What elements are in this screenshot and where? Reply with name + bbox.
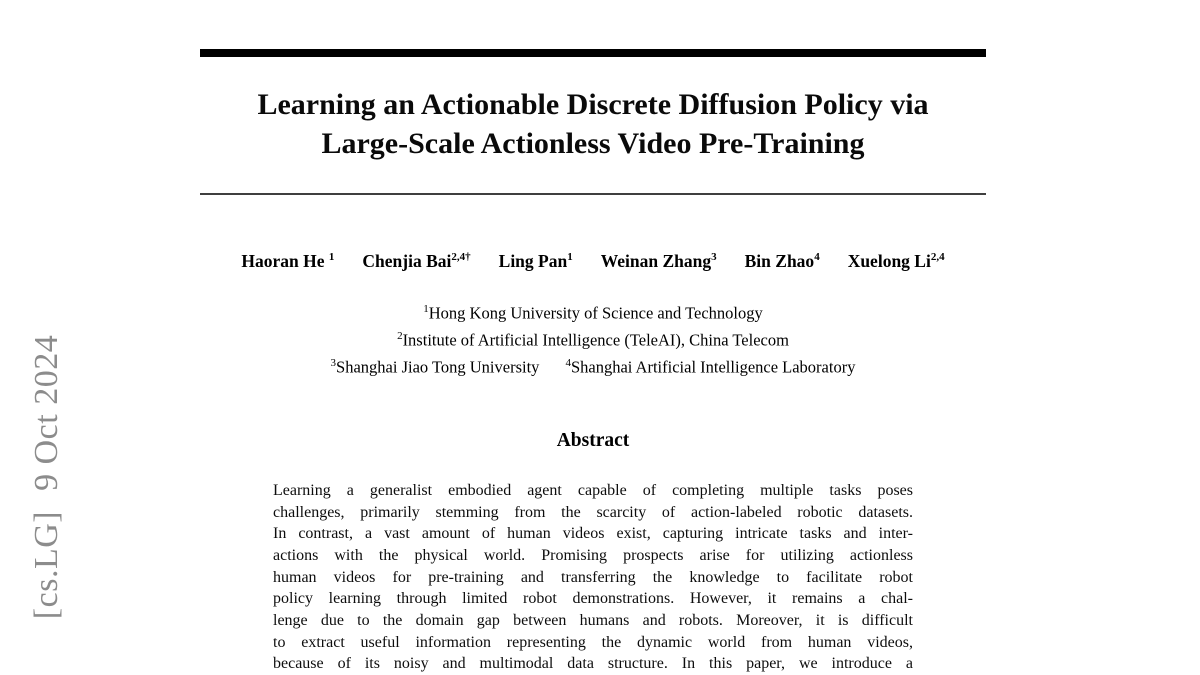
abstract-line: challenges, primarily stemming from the scarcity of action-labeled robotic datasets.: [273, 503, 913, 521]
author-superscript: 1: [328, 251, 335, 263]
affiliation-superscript: 3: [330, 356, 337, 369]
author-name: Xuelong Li: [847, 250, 931, 271]
author-superscript: 1: [567, 251, 573, 263]
abstract-line: In contrast, a vast amount of human videos exist, capturing intricate tasks and inter-: [273, 525, 913, 543]
author-name: Chenjia Bai: [362, 250, 452, 271]
title-line-2: Large-Scale Actionless Video Pre-Training: [321, 127, 865, 160]
author-xuelong-li: [848, 251, 945, 271]
affiliation-line: [200, 352, 986, 379]
abstract-line: to extract useful information representing the dynamic world from human videos,: [273, 633, 913, 651]
affiliation-line: [200, 298, 986, 325]
affiliation-text: Shanghai Artificial Intelligence Laboratory: [570, 357, 856, 377]
author-name: Weinan Zhang: [600, 250, 712, 271]
affiliation-text: Hong Kong University of Science and Technology: [428, 303, 763, 323]
author-name: Haoran He: [241, 250, 325, 271]
arxiv-category: [cs.LG]: [28, 510, 65, 620]
page-title: [200, 85, 986, 163]
authors-row: [200, 247, 986, 271]
affiliation-text: Institute of Artificial Intelligence (TeleAI), China Telecom: [402, 330, 789, 350]
abstract-line: because of its noisy and multimodal data structure. In this paper, we introduce a: [273, 655, 913, 673]
author-superscript: 2,4†: [451, 251, 471, 263]
author-name: Ling Pan: [498, 250, 568, 271]
author-chenjia-bai: [362, 251, 470, 271]
author-superscript: 4: [814, 251, 820, 263]
affiliations-block: [200, 298, 986, 379]
abstract-text: [273, 480, 913, 675]
arxiv-watermark: [28, 335, 66, 619]
abstract-line: actions with the physical world. Promising prospects arise for utilizing actionless: [273, 546, 913, 564]
top-rule: [200, 49, 986, 57]
author-weinan-zhang: [601, 251, 717, 271]
author-name: Bin Zhao: [744, 250, 815, 271]
author-ling-pan: [499, 251, 573, 271]
affiliation-superscript: 1: [423, 302, 429, 315]
paper-page: [200, 0, 986, 675]
abstract-line: human videos for pre-training and transferring the knowledge to facilitate robot: [273, 568, 913, 586]
author-superscript: 2,4: [930, 251, 945, 263]
author-superscript: 3: [711, 251, 717, 263]
affiliation-line: [200, 325, 986, 352]
abstract-line: lenge due to the domain gap between humans and robots. Moreover, it is difficult: [273, 612, 913, 630]
arxiv-date: 9 Oct 2024: [28, 334, 65, 491]
title-line-1: Learning an Actionable Discrete Diffusion Policy via: [257, 88, 929, 121]
abstract-line: policy learning through limited robot demonstrations. However, it remains a chal-: [273, 590, 913, 608]
author-bin-zhao: [745, 251, 820, 271]
abstract-line: Learning a generalist embodied agent capable of completing multiple tasks poses: [273, 481, 913, 499]
affiliation-superscript: 4: [565, 356, 571, 369]
affiliation-superscript: 2: [397, 329, 403, 342]
title-divider-rule: [200, 193, 986, 195]
author-haoran-he: [241, 251, 334, 271]
abstract-heading: Abstract: [556, 429, 630, 451]
affiliation-text: Shanghai Jiao Tong University: [336, 357, 540, 377]
